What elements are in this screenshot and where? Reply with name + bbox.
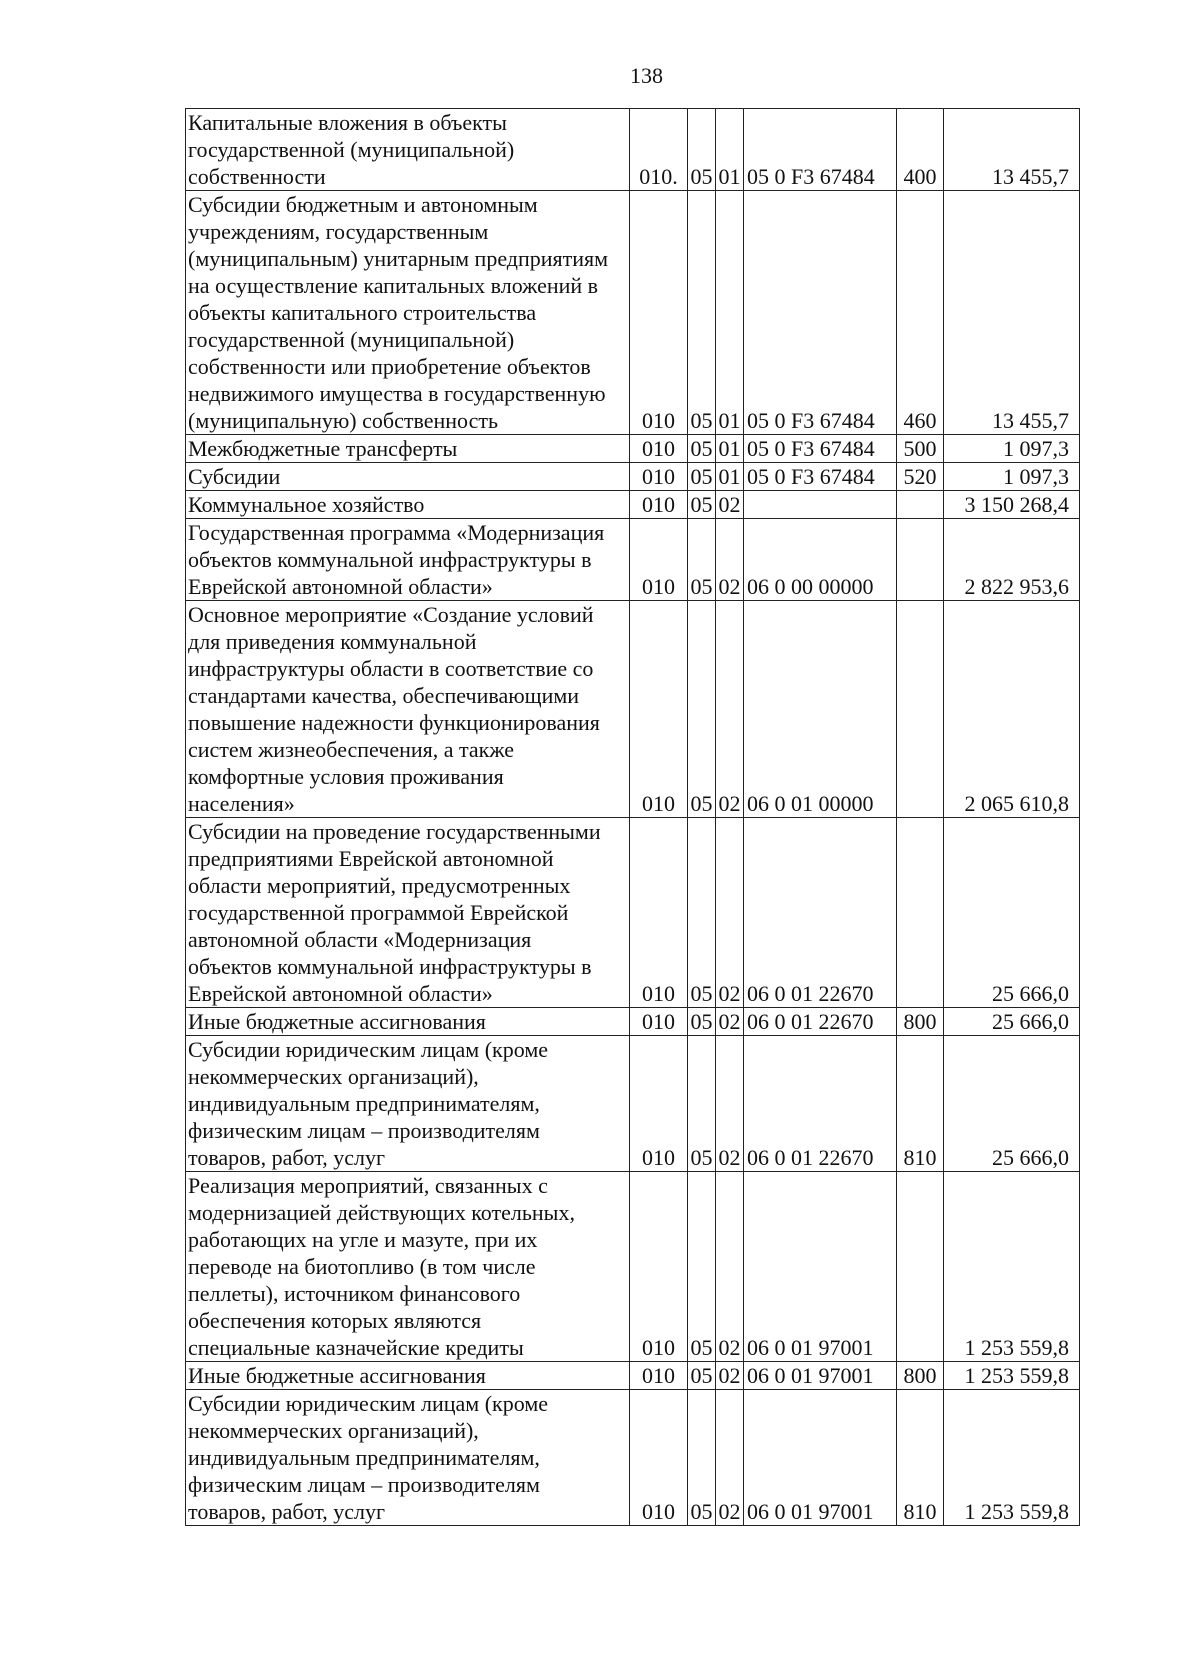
table-row [186, 1390, 1080, 1526]
row-name-cell: Субсидии юридическим лицам (кроме некоммерческих организаций), индивидуальным предпринимателям, физическим лицам – производителям товаров, работ, услуг [186, 1390, 630, 1526]
amount-cell: 1 097,3 [944, 463, 1080, 491]
amount-cell: 2 822 953,6 [944, 519, 1080, 601]
section-code-cell: 05 [688, 519, 716, 601]
table-body [186, 109, 1080, 1526]
target-article-cell: 05 0 F3 67484 [744, 463, 897, 491]
section-code-cell: 05 [688, 191, 716, 435]
table-row [186, 109, 1080, 191]
ministry-code-cell: 010. [630, 109, 688, 191]
row-name-cell: Иные бюджетные ассигнования [186, 1008, 630, 1036]
subsection-code-cell: 01 [716, 109, 744, 191]
row-name-cell: Коммунальное хозяйство [186, 491, 630, 519]
subsection-code-cell: 02 [716, 1362, 744, 1390]
table-row [186, 601, 1080, 818]
ministry-code-cell: 010 [630, 491, 688, 519]
expense-type-cell [897, 601, 944, 818]
target-article-cell: 06 0 01 00000 [744, 601, 897, 818]
section-code-cell: 05 [688, 601, 716, 818]
ministry-code-cell: 010 [630, 463, 688, 491]
amount-cell: 13 455,7 [944, 191, 1080, 435]
subsection-code-cell: 02 [716, 1008, 744, 1036]
section-code-cell: 05 [688, 1036, 716, 1172]
subsection-code-cell: 02 [716, 818, 744, 1008]
table-row [186, 519, 1080, 601]
expense-type-cell: 500 [897, 435, 944, 463]
row-name-cell: Иные бюджетные ассигнования [186, 1362, 630, 1390]
ministry-code-cell: 010 [630, 191, 688, 435]
section-code-cell: 05 [688, 109, 716, 191]
amount-cell: 1 097,3 [944, 435, 1080, 463]
amount-cell: 1 253 559,8 [944, 1172, 1080, 1362]
subsection-code-cell: 02 [716, 1036, 744, 1172]
target-article-cell: 06 0 01 97001 [744, 1362, 897, 1390]
target-article-cell: 06 0 01 97001 [744, 1390, 897, 1526]
row-name-cell: Основное мероприятие «Создание условий для приведения коммунальной инфраструктуры области в соответствие со стандартами качества, обеспечивающими повышение надежности функционирования систем жизнеобеспечения, а также комфортные условия проживания населения» [186, 601, 630, 818]
amount-cell: 25 666,0 [944, 818, 1080, 1008]
target-article-cell: 06 0 00 00000 [744, 519, 897, 601]
expense-type-cell: 810 [897, 1390, 944, 1526]
amount-cell: 1 253 559,8 [944, 1390, 1080, 1526]
table-row [186, 1362, 1080, 1390]
ministry-code-cell: 010 [630, 601, 688, 818]
expense-type-cell [897, 1172, 944, 1362]
target-article-cell: 06 0 01 22670 [744, 818, 897, 1008]
subsection-code-cell: 01 [716, 435, 744, 463]
row-name-cell: Межбюджетные трансферты [186, 435, 630, 463]
amount-cell: 25 666,0 [944, 1036, 1080, 1172]
amount-cell: 13 455,7 [944, 109, 1080, 191]
expense-type-cell: 460 [897, 191, 944, 435]
row-name-cell: Субсидии бюджетным и автономным учреждениям, государственным (муниципальным) унитарным предприятиям на осуществление капитальных вложений в объекты капитального строительства государственной (муниципальной) собственности или приобретение объектов недвижимого имущества в государственную (муниципальную) собственность [186, 191, 630, 435]
section-code-cell: 05 [688, 1172, 716, 1362]
expense-type-cell: 800 [897, 1008, 944, 1036]
expense-type-cell: 810 [897, 1036, 944, 1172]
amount-cell: 3 150 268,4 [944, 491, 1080, 519]
row-name-cell: Субсидии юридическим лицам (кроме некоммерческих организаций), индивидуальным предпринимателям, физическим лицам – производителям товаров, работ, услуг [186, 1036, 630, 1172]
subsection-code-cell: 02 [716, 519, 744, 601]
ministry-code-cell: 010 [630, 435, 688, 463]
expense-type-cell [897, 519, 944, 601]
ministry-code-cell: 010 [630, 1390, 688, 1526]
amount-cell: 2 065 610,8 [944, 601, 1080, 818]
section-code-cell: 05 [688, 1362, 716, 1390]
row-name-cell: Субсидии на проведение государственными предприятиями Еврейской автономной области мероприятий, предусмотренных государственной программой Еврейской автономной области «Модернизация объектов коммунальной инфраструктуры в Еврейской автономной области» [186, 818, 630, 1008]
page-number: 138 [630, 63, 663, 88]
subsection-code-cell: 01 [716, 463, 744, 491]
expense-type-cell: 520 [897, 463, 944, 491]
expense-type-cell: 800 [897, 1362, 944, 1390]
subsection-code-cell: 02 [716, 601, 744, 818]
subsection-code-cell: 01 [716, 191, 744, 435]
table-row [186, 491, 1080, 519]
row-name-cell: Реализация мероприятий, связанных с модернизацией действующих котельных, работающих на угле и мазуте, при их переводе на биотопливо (в том числе пеллеты), источником финансового обеспечения которых являются специальные казначейские кредиты [186, 1172, 630, 1362]
ministry-code-cell: 010 [630, 1036, 688, 1172]
table-row [186, 191, 1080, 435]
table-row [186, 818, 1080, 1008]
target-article-cell: 05 0 F3 67484 [744, 435, 897, 463]
ministry-code-cell: 010 [630, 1172, 688, 1362]
section-code-cell: 05 [688, 491, 716, 519]
ministry-code-cell: 010 [630, 519, 688, 601]
subsection-code-cell: 02 [716, 491, 744, 519]
target-article-cell: 06 0 01 22670 [744, 1008, 897, 1036]
expense-type-cell [897, 818, 944, 1008]
ministry-code-cell: 010 [630, 818, 688, 1008]
row-name-cell: Капитальные вложения в объекты государственной (муниципальной) собственности [186, 109, 630, 191]
target-article-cell: 06 0 01 22670 [744, 1036, 897, 1172]
section-code-cell: 05 [688, 1390, 716, 1526]
section-code-cell: 05 [688, 463, 716, 491]
section-code-cell: 05 [688, 1008, 716, 1036]
table-row [186, 1008, 1080, 1036]
table-row [186, 463, 1080, 491]
table-row [186, 1172, 1080, 1362]
subsection-code-cell: 02 [716, 1172, 744, 1362]
ministry-code-cell: 010 [630, 1008, 688, 1036]
row-name-cell: Государственная программа «Модернизация объектов коммунальной инфраструктуры в Еврейской автономной области» [186, 519, 630, 601]
section-code-cell: 05 [688, 435, 716, 463]
table-row [186, 435, 1080, 463]
subsection-code-cell: 02 [716, 1390, 744, 1526]
target-article-cell: 05 0 F3 67484 [744, 191, 897, 435]
budget-table [185, 108, 1080, 1526]
table-row [186, 1036, 1080, 1172]
expense-type-cell [897, 491, 944, 519]
section-code-cell: 05 [688, 818, 716, 1008]
row-name-cell: Субсидии [186, 463, 630, 491]
amount-cell: 1 253 559,8 [944, 1362, 1080, 1390]
ministry-code-cell: 010 [630, 1362, 688, 1390]
amount-cell: 25 666,0 [944, 1008, 1080, 1036]
expense-type-cell: 400 [897, 109, 944, 191]
target-article-cell: 06 0 01 97001 [744, 1172, 897, 1362]
target-article-cell [744, 491, 897, 519]
target-article-cell: 05 0 F3 67484 [744, 109, 897, 191]
